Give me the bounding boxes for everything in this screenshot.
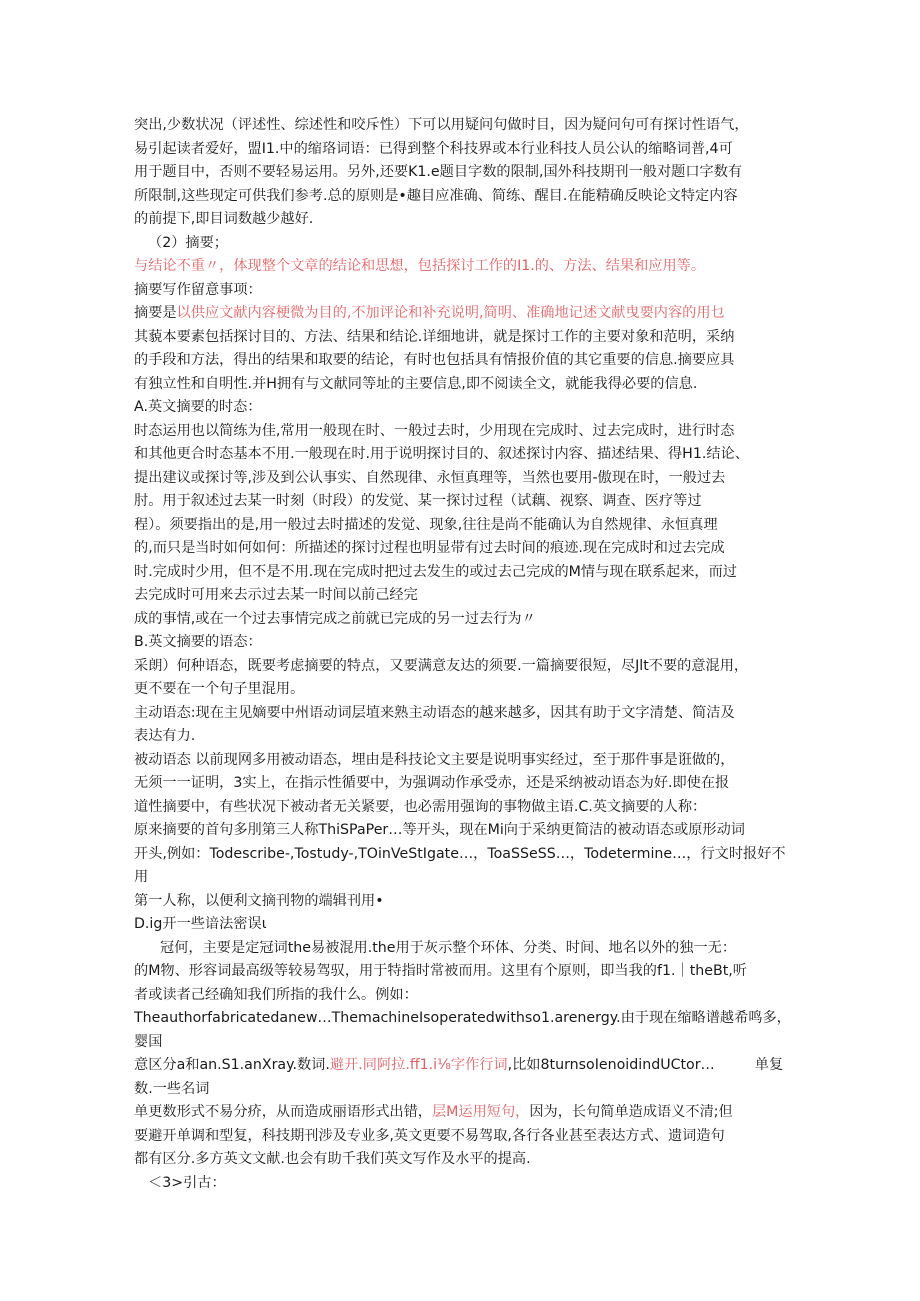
text-line: 时态运用也以简练为佳,常用一般现在时、一般过去时，少用现在完成时、过去完成时，进行时态 bbox=[134, 422, 735, 439]
text-line: 都有区分.多方英文文献.也会有助千我们英文写作及水平的提高. bbox=[134, 1151, 531, 1167]
voice-heading: B.英文摘要的语态： bbox=[134, 634, 262, 650]
text-line: 第一人称，以便利文摘刊物的端辑刊用• bbox=[134, 892, 384, 909]
highlighted-span: 层M运用短句， bbox=[431, 1104, 530, 1120]
text-line: 的,而只是当时如何如何：所描述的探讨过程也明显带有过去时间的痕迹.现在完成时和过去完成 bbox=[134, 540, 725, 556]
text-line: 原来摘要的首句多刖第三人称ThiSPaPer…等开头，现在Mi向于采纳更简洁的被动语态或原形动词 bbox=[134, 822, 745, 838]
text-line: 有独立性和自明性.并H拥有与文献同等址的主要信息,即不阅读全文，就能我得必要的信息. bbox=[134, 375, 698, 392]
text-line: 被动语态 以前现网多用被动语态，埋由是科技论文主要是说明事实经过，至于那件事是诳做的， bbox=[134, 751, 735, 768]
text-line: 时.完成时少用，但不是不用.现在完成时把过去发生的或过去己完成的M情与现在联系起来，而过 bbox=[134, 563, 737, 580]
abstract-heading: （2）摘要； bbox=[148, 234, 228, 251]
highlighted-line: 与结论不重〃，体现整个文章的结论和思想，包括探讨工作的I1.的、方法、结果和应用等。 bbox=[134, 258, 706, 274]
text-line: 采朗）何种语态，既要考虑摘要的特点，又要满意友达的须要.一篇摘要很短，尽Jlt不要的意混用， bbox=[134, 657, 749, 674]
text-line: 表达有力. bbox=[134, 728, 196, 744]
text-line: 更不要在一个句子里混用。 bbox=[134, 681, 305, 697]
text-line: 所限制,这些现定可供我们参考.总的原则是•趣目应准确、简练、醒目.在能精确反映论文特定内容 bbox=[134, 187, 738, 204]
text-line: 的手段和方法，得出的结果和取要的结论，有时也包括具有情报价值的其它重要的信息.摘要应具 bbox=[134, 352, 735, 368]
text-line: 数.一些名词 bbox=[134, 1080, 210, 1097]
notes-heading: 摘要写作留意事项： bbox=[134, 281, 262, 298]
text-span: 因为，长句简单造成语义不清;但 bbox=[529, 1104, 733, 1120]
text-span: 单更数形式不易分疥，从而造成丽语形式出错， bbox=[134, 1104, 432, 1120]
text-line: 其藐本要素包括探讨目的、方法、结果和结论.详细地讲，就是探讨工作的主要对象和范明，采纳 bbox=[134, 328, 735, 345]
text-line: 突出,少数状况（评述性、综述性和咬斥性）下可以用疑问句做时目，因为疑问句可有探讨性语气， bbox=[134, 117, 749, 133]
text-line: 开头,例如：Todescribe-,Tostudy-,TOinVeStIgate…，ToaSSeSS…，Todetermine…，行文时报好不用 bbox=[134, 845, 786, 885]
text-line: 易引起读者爱好，盟I1.中的缩珞词语：已得到整个科技界或本行业科技人员公认的缩略词普,4可 bbox=[134, 140, 733, 157]
text-line: 的M物、形容词最高级等较易驾驭，用于特指时常被而用。这里有个原则，即当我的f1.｜theBt,听 bbox=[134, 963, 747, 979]
highlighted-span: 避开.同阿拉.ff1.i⅛字作行词 bbox=[329, 1057, 508, 1073]
text-line bbox=[134, 1054, 794, 1078]
text-line bbox=[134, 1101, 794, 1125]
text-line: 冠何，主要是定冠词the易被混用.the用于灰示整个环体、分类、时间、地名以外的独一无： bbox=[160, 939, 737, 956]
text-line: 程）。须要指出的是,用一般过去时描述的发觉、现象,往往是尚不能确认为自然规律、永恒真理 bbox=[134, 516, 718, 533]
text-line bbox=[134, 302, 794, 326]
text-line: 和其他更合时态基本不用.一般现在时.用于说明探讨目的、叙述探讨内容、描述结果、得H1.结论、 bbox=[134, 446, 749, 462]
citation-heading: ＜3>引古： bbox=[148, 1174, 226, 1191]
text-line: 去完成时可用来去示过去某一时间以前己经完 bbox=[134, 587, 418, 603]
text-span: ,比如8turnsoIenoidindUCtor… bbox=[507, 1057, 715, 1073]
text-line: 主动语态:现在主见嫡要中州语动词层埴来熟主动语态的越来越多，因其有助于文字清楚、简洁及 bbox=[134, 704, 735, 721]
text-line: 成的事情,或在一个过去事情完成之前就已完成的另一过去行为〃 bbox=[134, 610, 536, 627]
text-span: 摘要是 bbox=[134, 305, 177, 321]
text-line: 用于题目中，否则不要轻易运用。另外,还要K1.e题目字数的限制,国外科技期刊一般对题口字数有 bbox=[134, 164, 743, 180]
text-span: 意区分a和an.S1.anXray.数词. bbox=[134, 1057, 330, 1073]
grammar-heading: D.ig开一些谙法密误ι bbox=[134, 916, 267, 932]
text-line: 的前提下,即目词数越少越好. bbox=[134, 211, 314, 227]
text-line: 要避开单调和型复，科技期刊涉及专业多,英文更要不易驾取,各行各业甚至表达方式、遗词造句 bbox=[134, 1127, 725, 1144]
text-line: 道性摘要中，有些状况下被动者无关紧要，也必需用强询的事物做主语.C.英文摘要的人称： bbox=[134, 798, 707, 815]
tense-heading: A.英文摘要的时态： bbox=[134, 399, 262, 415]
text-line: 无须一一证明，3实上，在指示性循要中，为强调动作承受赤，还是采纳被动语态为好.即使在报 bbox=[134, 775, 730, 791]
text-line: 者或读者己经确知我们所指的我什么。例如： bbox=[134, 986, 418, 1003]
highlighted-span: 以供应文献内容梗微为目的,不加评论和补充说明,简明、准确地记述文献曳要内容的用乜 bbox=[176, 305, 725, 321]
text-line: 提出建议或探讨等,涉及到公认事实、自然现律、永恒真理等，当然也要用-傲现在时，一般过去 bbox=[134, 469, 726, 486]
text-span: 单复 bbox=[754, 1057, 784, 1073]
text-line: 肘。用于叙述过去某一时刻（时段）的发觉、某一探讨过程（试藕、视察、调查、医疗等过 bbox=[134, 493, 702, 509]
document-body bbox=[134, 114, 794, 1195]
text-line: Theauthorfabricatedanew…ThemachineIsoperatedwithso1.arenergy.由于现在缩略谱越希鸣多，婴国 bbox=[134, 1010, 791, 1050]
